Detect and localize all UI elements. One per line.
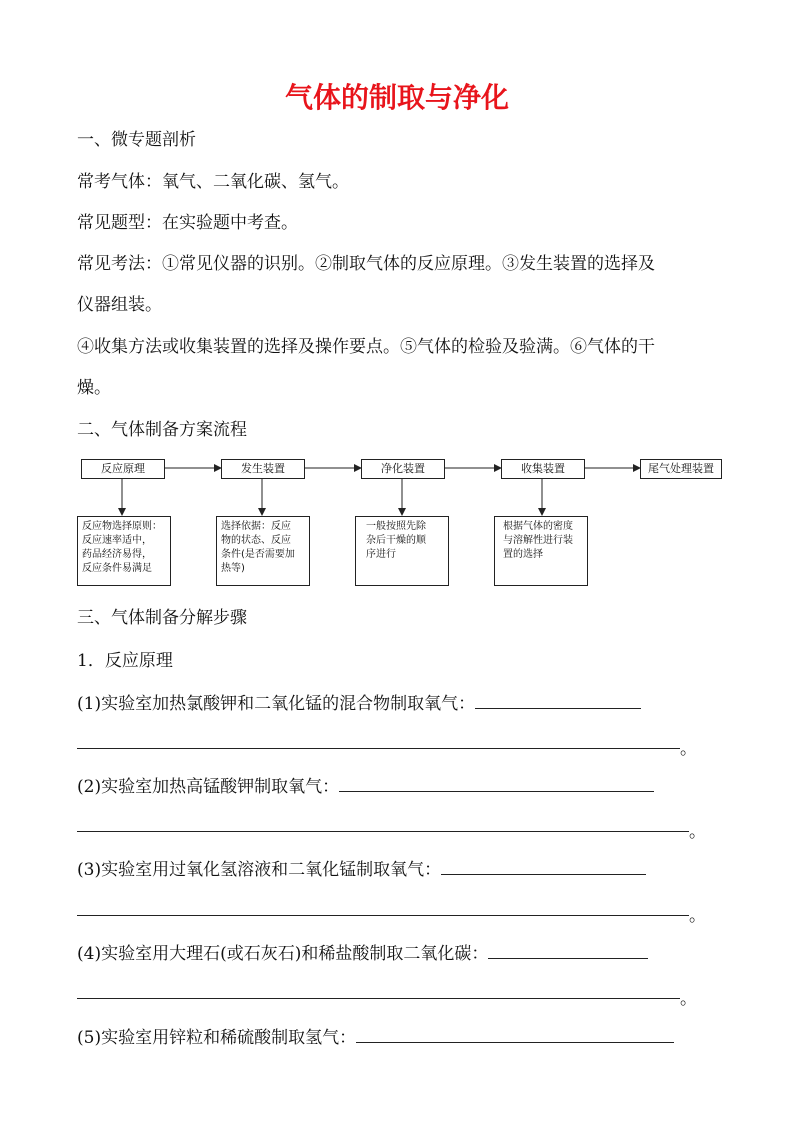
sub-heading-reaction-principle: 1．反应原理 (77, 651, 173, 671)
flow-step-purifier: 净化装置 (361, 459, 445, 479)
period-2: 。 (689, 822, 706, 842)
answer-blank-1a[interactable] (475, 690, 641, 709)
exam-methods-line4: 燥。 (77, 378, 111, 398)
flow-step-generator: 发生装置 (221, 459, 305, 479)
exam-methods-line1: 常见考法：①常见仪器的识别。②制取气体的反应原理。③发生装置的选择及 (77, 254, 655, 274)
answer-blank-4b[interactable] (77, 980, 680, 999)
flow-detail-collector: 根据气体的密度 与溶解性进行装 置的选择 (494, 516, 588, 586)
flow-detail-generator: 选择依据：反应 物的状态、反应 条件(是否需要加 热等) (216, 516, 310, 586)
flow-step-tail-gas: 尾气处理装置 (640, 459, 722, 479)
question-3-text: (3)实验室用过氧化氢溶液和二氧化锰制取氧气： (77, 860, 442, 880)
answer-blank-2a[interactable] (339, 773, 654, 792)
section-heading-steps: 三、气体制备分解步骤 (77, 608, 247, 628)
exam-methods-line3: ④收集方法或收集装置的选择及操作要点。⑤气体的检验及验满。⑥气体的干 (77, 337, 655, 357)
common-gases: 常考气体：氧气、二氧化碳、氢气。 (77, 172, 349, 192)
question-2-text: (2)实验室加热高锰酸钾制取氧气： (77, 777, 340, 797)
exam-methods-line2: 仪器组装。 (77, 295, 162, 315)
answer-blank-4a[interactable] (488, 940, 648, 959)
question-types: 常见题型：在实验题中考查。 (77, 213, 298, 233)
question-5 (77, 1024, 674, 1050)
answer-blank-2b[interactable] (77, 813, 689, 832)
question-3 (77, 856, 646, 882)
flow-detail-reaction-principle: 反应物选择原则： 反应速率适中， 药品经济易得， 反应条件易满足 (77, 516, 171, 586)
period-3: 。 (689, 906, 706, 926)
question-4 (77, 940, 648, 966)
answer-blank-3b[interactable] (77, 897, 689, 916)
period-4: 。 (680, 989, 697, 1009)
flow-detail-purifier: 一般按照先除 杂后干燥的顺 序进行 (355, 516, 449, 586)
question-2 (77, 773, 654, 799)
answer-blank-5a[interactable] (356, 1024, 674, 1043)
flow-step-collector: 收集装置 (501, 459, 585, 479)
section-heading-analysis: 一、微专题剖析 (77, 130, 196, 150)
question-1 (77, 690, 641, 716)
section-heading-flow: 二、气体制备方案流程 (77, 420, 247, 440)
answer-blank-1b[interactable] (77, 730, 680, 749)
period-1: 。 (680, 739, 697, 759)
flow-step-reaction-principle: 反应原理 (81, 459, 165, 479)
question-1-text: (1)实验室加热氯酸钾和二氧化锰的混合物制取氧气： (77, 694, 476, 714)
answer-blank-3a[interactable] (441, 856, 646, 875)
question-4-text: (4)实验室用大理石(或石灰石)和稀盐酸制取二氧化碳： (77, 944, 489, 964)
question-5-text: (5)实验室用锌粒和稀硫酸制取氢气： (77, 1028, 357, 1048)
page-title: 气体的制取与净化 (284, 81, 509, 114)
